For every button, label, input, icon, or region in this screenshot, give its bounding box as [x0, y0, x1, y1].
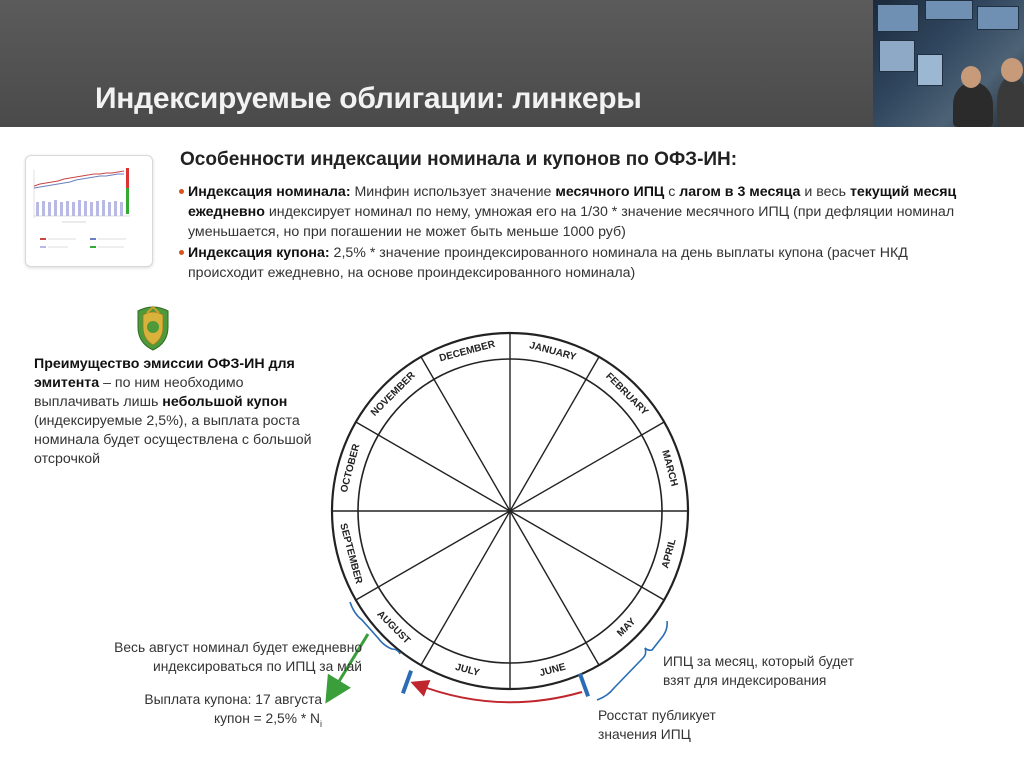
minfin-emblem-icon	[134, 305, 172, 351]
features-heading: Особенности индексации номинала и купонов по ОФЗ-ИН:	[180, 149, 738, 170]
marker-july-start	[401, 670, 413, 694]
annotation-line: значения ИПЦ	[598, 727, 691, 742]
month-label-april: APRIL	[660, 537, 679, 570]
annotation-rosstat	[598, 706, 798, 744]
annotation-cpi-month	[663, 652, 923, 690]
month-label-march: MARCH	[659, 448, 680, 488]
annotation-line: Росстат публикует	[598, 708, 716, 723]
bullet-coupon-indexation	[188, 243, 968, 283]
month-label-january: JANUARY	[528, 340, 578, 364]
advantage-text: (индексируемые 2,5%), а выплата роста номинала будет осуществлена с большой отсрочкой	[34, 413, 312, 467]
bullet-text: Минфин использует значение	[350, 184, 556, 200]
advantage-bold-text: Преимущество эмиссии ОФЗ-ИН для эмитента	[34, 356, 295, 391]
bullet-bold-text: лагом в 3 месяца	[679, 184, 801, 200]
month-label-may: MAY	[615, 616, 639, 640]
annotation-line: ИПЦ за месяц, который будет	[663, 654, 854, 669]
annotation-august-indexing	[50, 638, 362, 676]
annotation-coupon-payment	[60, 690, 322, 734]
annotation-line: Выплата купона: 17 августа	[144, 692, 322, 707]
bullet-text: 2,5% * значение проиндексированного номинала на день выплаты купона (расчет НКД происходит ежедневно, на основе проиндексированного номинала)	[188, 245, 908, 281]
slide-title: Индексируемые облигации: линкеры	[95, 82, 642, 115]
annotation-subscript: i	[320, 718, 322, 729]
month-label-december: DECEMBER	[438, 338, 497, 365]
annotation-line: Весь август номинал будет ежедневно	[114, 640, 362, 655]
month-label-june: JUNE	[538, 661, 568, 680]
annotation-line: взят для индексирования	[663, 673, 827, 688]
month-label-october: OCTOBER	[338, 442, 363, 494]
month-wheel-diagram	[318, 318, 718, 718]
month-label-september: SEPTEMBER	[337, 522, 364, 586]
bullet-nominal-indexation	[188, 182, 968, 242]
advantage-text: – по ним необходимо выплачивать лишь	[34, 375, 244, 410]
bullet-nominal-label: Индексация номинала:	[188, 184, 351, 200]
bullet-bold-text: месячного ИПЦ	[555, 184, 665, 200]
cpi-chart-thumbnail	[25, 155, 153, 267]
bullet-text: индексирует номинал по нему, умножая его на 1/30 * значение месячного ИПЦ (при дефляции номинал уменьшается, но при погашении не может быть меньше 1000 руб)	[188, 204, 955, 240]
month-label-august: AUGUST	[374, 608, 413, 647]
bullet-text: и весь	[800, 184, 850, 200]
bullet-coupon-label: Индексация купона:	[188, 245, 330, 261]
month-label-november: NOVEMBER	[369, 370, 418, 419]
bullet-bold-text: текущий месяц ежедневно	[188, 184, 957, 220]
bullet-text: с	[664, 184, 680, 200]
trading-floor-photo	[873, 0, 1024, 127]
month-label-july: JULY	[453, 661, 481, 679]
annotation-line: купон = 2,5% * N	[213, 711, 320, 726]
annotation-line: индексироваться по ИПЦ за май	[153, 659, 362, 674]
advantage-bold-text: небольшой купон	[162, 394, 288, 410]
slide-header	[0, 0, 1024, 127]
month-label-february: FEBRUARY	[603, 370, 651, 418]
issuer-advantage-text	[34, 355, 314, 469]
